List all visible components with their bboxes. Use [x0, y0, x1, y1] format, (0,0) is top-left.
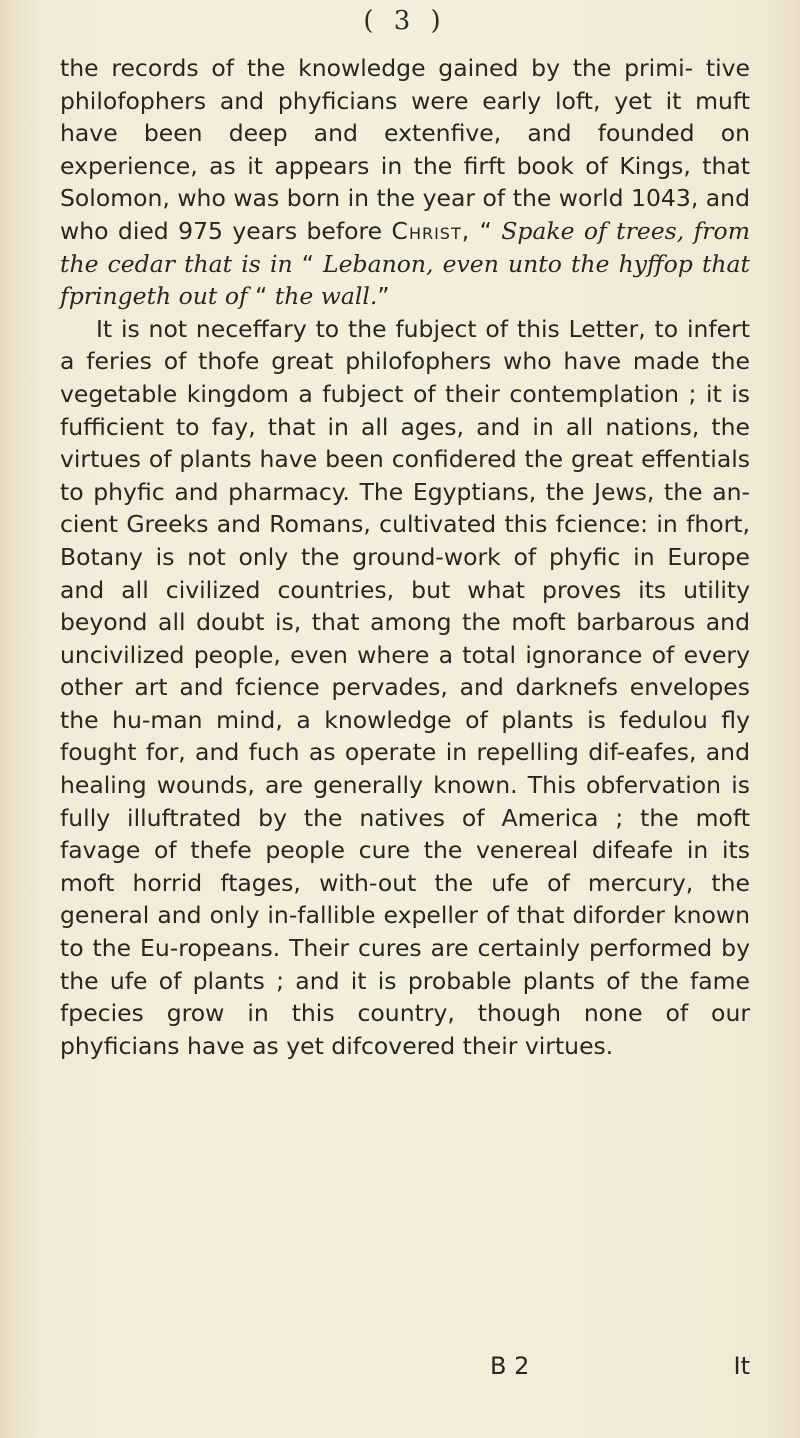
quote-line-1: Spake of trees, from the cedar that is in: [60, 216, 750, 278]
p1-line: tive philofophers and phyficians were early loft, yet: [60, 54, 750, 115]
p1-line: on experience, as it appears in the firft book of: [60, 119, 750, 180]
christ-word: Christ,: [391, 216, 471, 245]
page-number: ( 3 ): [363, 6, 447, 36]
paragraph-2: It is not neceffary to the fubject of this Letter, to infert a feries of thofe great philofophers who have made the vegetable kingdom a fubject of their contemplation ; it is fufficient to fay, that in all ages, and in all nations, the virtues of plants have been confidered the great effentials to phyfic and pharmacy. The Egyptians, the Jews, the an-cient Greeks and Romans, cultivated this fcience: in fhort, Botany is not only the ground-work of phyfic in Europe and all civilized countries, but what proves its utility beyond all doubt is, that among the moft barbarous and uncivilized people, even where a total ignorance of every other art and fcience pervades, and darknefs envelopes the hu-man mind, a knowledge of plants is fedulou fly fought for, and fuch as operate in repelling dif-eafes, and healing wounds, are generally known. This obfervation is fully illuftrated by the natives of America ; the moft favage of thefe people cure the venereal difeafe in its moft horrid ftages, with-out the ufe of mercury, the general and only in-fallible expeller of that diforder known to the Eu-ropeans. Their cures are certainly performed by the ufe of plants ; and it is probable plants of the fame fpecies grow in this country, though none of our phyficians have as yet difcovered their virtues.: [60, 314, 750, 1060]
quote-mark: “: [470, 216, 502, 245]
quote-mark: “: [255, 282, 275, 311]
p1-line: the records of the knowledge gained by the primi-: [60, 54, 694, 82]
p1-line: it muft have been deep and extenfive, and founded: [60, 86, 750, 148]
quote-mark: ”: [377, 282, 390, 311]
p1-line: Kings, that Solomon, who was born in the year of: [60, 151, 750, 213]
quote-mark: “: [301, 249, 324, 278]
signature-mark: B 2: [490, 1352, 530, 1380]
p1-line: the world 1043, and who died 975 years before: [60, 184, 750, 245]
page-footer: [60, 1352, 750, 1392]
paragraph-1: [60, 52, 750, 313]
quote-line-3: the wall.: [274, 282, 378, 311]
body-text: [60, 52, 750, 1062]
quote-line-2: Lebanon, even unto the hyffop that fpringeth out of: [60, 249, 750, 311]
catchword: It: [733, 1352, 750, 1380]
